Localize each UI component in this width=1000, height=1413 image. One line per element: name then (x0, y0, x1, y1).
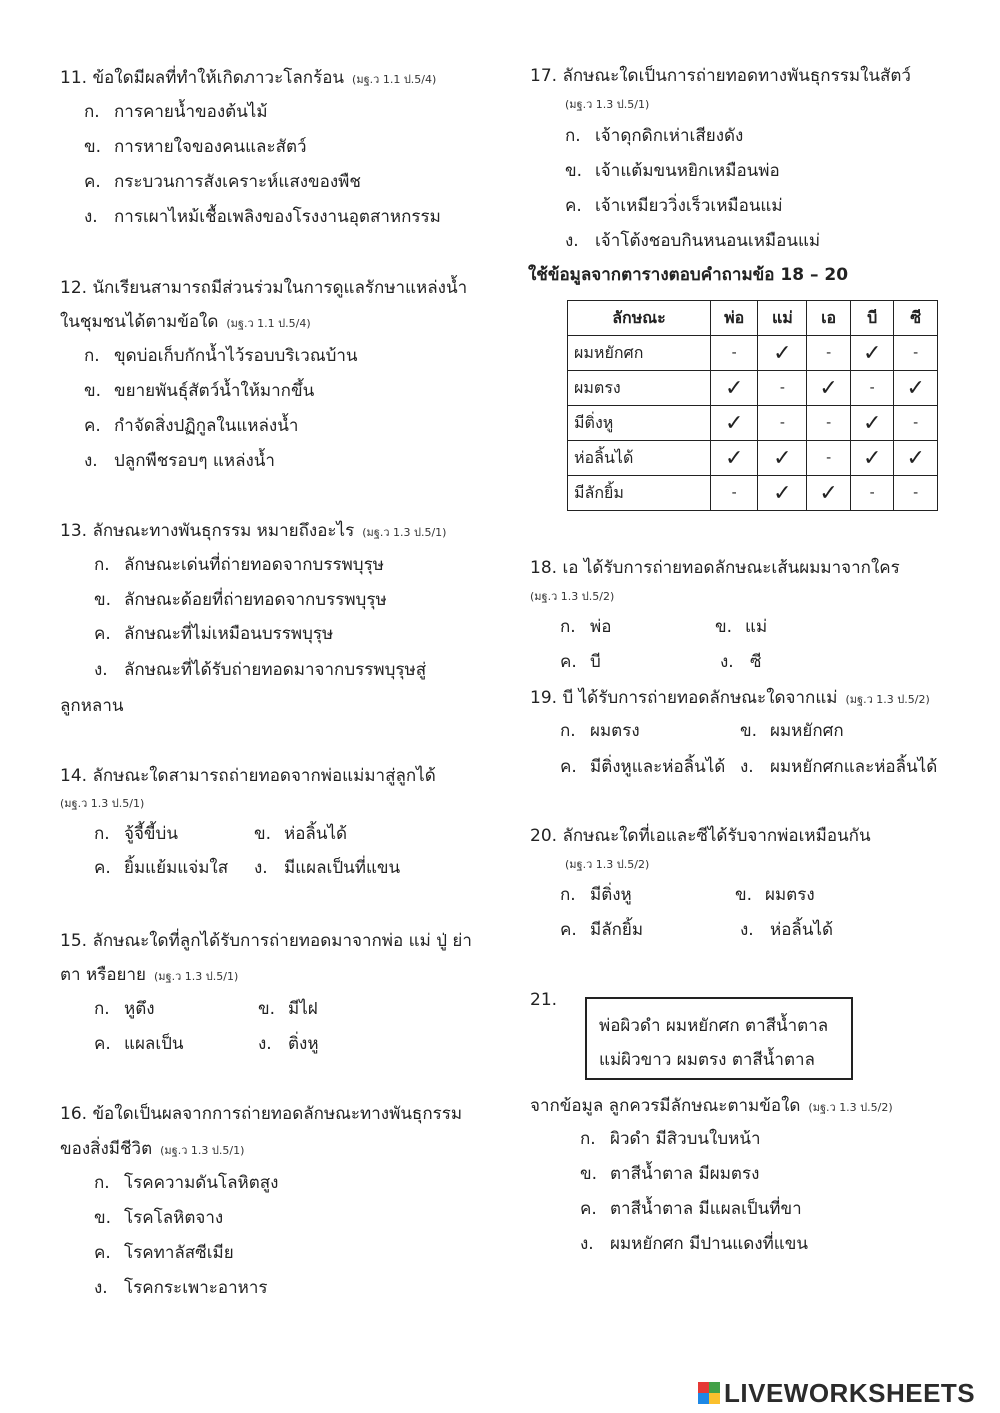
question-11 (60, 66, 436, 92)
question-text: 12. นักเรียนสามารถมีส่วนร่วมในการดูแลรักษาแหล่งน้ำ (60, 278, 468, 298)
option-12-b[interactable]: ข. ขยายพันธุ์สัตว์น้ำให้มากขึ้น (84, 381, 315, 401)
option-18-a[interactable]: ก. พ่อ (560, 617, 612, 637)
table-cell: - (807, 441, 851, 476)
question-12-line2: ในชุมชนได้ตามข้อใด (มฐ.ว 1.1 ป.5/4) (60, 312, 311, 332)
brand-name: LIVEWORKSHEETS (724, 1377, 976, 1408)
option-16-c[interactable]: ค. โรคทาลัสซีเมีย (94, 1243, 234, 1263)
father-traits: พ่อผิวดำ ผมหยักศก ตาสีน้ำตาล (599, 1016, 829, 1036)
option-11-b[interactable]: ข. การหายใจของคนและสัตว์ (84, 137, 307, 157)
table-cell: ✓ (711, 371, 758, 406)
question-20 (530, 824, 871, 848)
table-row (568, 371, 938, 406)
question-13 (60, 519, 446, 545)
option-11-c[interactable]: ค. กระบวนการสังเคราะห์แสงของพืช (84, 172, 361, 192)
standard-code: (มฐ.ว 1.1 ป.5/4) (352, 73, 437, 86)
liveworksheets-logo-icon (698, 1382, 720, 1404)
option-18-b[interactable]: ข. แม่ (715, 617, 768, 637)
question-text: 20. ลักษณะใดที่เอและซีได้รับจากพ่อเหมือนกัน (530, 826, 871, 846)
question-text: 16. ข้อใดเป็นผลจากการถ่ายทอดลักษณะทางพันธุกรรม (60, 1104, 463, 1124)
logo-square (698, 1393, 709, 1404)
option-11-a[interactable]: ก. การคายน้ำของต้นไม้ (84, 102, 268, 122)
header-father: พ่อ (711, 301, 758, 336)
option-17-b[interactable]: ข. เจ้าแต้มขนหยิกเหมือนพ่อ (565, 161, 780, 181)
header-mother: แม่ (758, 301, 807, 336)
question-14 (60, 764, 436, 788)
parent-traits-box (585, 997, 853, 1080)
standard-code: (มฐ.ว 1.3 ป.5/2) (530, 590, 615, 603)
trait-name: ผมหยักศก (568, 336, 711, 371)
option-17-d[interactable]: ง. เจ้าโต้งชอบกินหนอนเหมือนแม่ (565, 231, 821, 251)
header-c: ซี (894, 301, 938, 336)
logo-square (698, 1382, 709, 1393)
header-trait: ลักษณะ (568, 301, 711, 336)
logo-square (709, 1393, 720, 1404)
table-cell: - (758, 406, 807, 441)
question-16-line2: ของสิ่งมีชีวิต (มฐ.ว 1.3 ป.5/1) (60, 1139, 245, 1159)
mother-traits: แม่ผิวขาว ผมตรง ตาสีน้ำตาล (599, 1050, 815, 1070)
option-19-a[interactable]: ก. ผมตรง (560, 721, 640, 741)
option-15-b[interactable]: ข. มีไฝ (258, 999, 318, 1019)
option-19-b[interactable]: ข. ผมหยักศก (740, 721, 844, 741)
option-17-a[interactable]: ก. เจ้าดุกดิกเห่าเสียงดัง (565, 126, 744, 146)
option-13-d-continued: ลูกหลาน (60, 696, 124, 716)
option-14-c[interactable]: ค. ยิ้มแย้มแจ่มใส (94, 858, 229, 878)
table-cell: - (807, 406, 851, 441)
table-row (568, 441, 938, 476)
trait-table (567, 300, 938, 511)
option-14-b[interactable]: ข. ห่อลิ้นได้ (254, 824, 348, 844)
option-13-a[interactable]: ก. ลักษณะเด่นที่ถ่ายทอดจากบรรพบุรุษ (94, 555, 384, 575)
trait-name: มีลักยิ้ม (568, 476, 711, 511)
standard-code: (มฐ.ว 1.3 ป.5/2) (808, 1101, 893, 1114)
logo-square (709, 1382, 720, 1393)
option-12-a[interactable]: ก. ขุดบ่อเก็บกักน้ำไว้รอบบริเวณบ้าน (84, 346, 358, 366)
option-21-b[interactable]: ข. ตาสีน้ำตาล มีผมตรง (580, 1164, 760, 1184)
option-13-b[interactable]: ข. ลักษณะด้อยที่ถ่ายทอดจากบรรพบุรุษ (94, 590, 387, 610)
option-19-d[interactable]: ง. ผมหยักศกและห่อลิ้นได้ (740, 757, 938, 777)
standard-code: (มฐ.ว 1.1 ป.5/4) (226, 317, 311, 330)
table-cell: ✓ (807, 371, 851, 406)
table-cell: - (711, 476, 758, 511)
question-text: 15. ลักษณะใดที่ลูกได้รับการถ่ายทอดมาจากพ่อ แม่ ปู่ ย่า (60, 931, 472, 951)
question-21 (530, 1094, 893, 1120)
table-instruction: ใช้ข้อมูลจากตารางตอบคำถามข้อ 18 – 20 (528, 265, 849, 285)
table-header-row (568, 301, 938, 336)
option-12-d[interactable]: ง. ปลูกพืชรอบๆ แหล่งน้ำ (84, 451, 275, 471)
liveworksheets-logo[interactable] (698, 1378, 975, 1408)
question-text: 19. บี ได้รับการถ่ายทอดลักษณะใดจากแม่ (530, 688, 838, 708)
question-12 (60, 276, 467, 300)
question-text: 13. ลักษณะทางพันธุกรรม หมายถึงอะไร (60, 521, 355, 541)
option-20-b[interactable]: ข. ผมตรง (735, 885, 815, 905)
table-cell: - (894, 336, 938, 371)
table-cell: ✓ (850, 336, 894, 371)
table-cell: ✓ (894, 441, 938, 476)
option-16-d[interactable]: ง. โรคกระเพาะอาหาร (94, 1278, 268, 1298)
option-18-c[interactable]: ค. บี (560, 652, 601, 672)
standard-code: (มฐ.ว 1.3 ป.5/2) (565, 858, 650, 871)
table-cell: ✓ (758, 476, 807, 511)
table-row (568, 336, 938, 371)
option-15-c[interactable]: ค. แผลเป็น (94, 1034, 184, 1054)
question-text: จากข้อมูล ลูกควรมีลักษณะตามข้อใด (530, 1096, 801, 1116)
standard-code: (มฐ.ว 1.3 ป.5/2) (845, 693, 930, 706)
table-cell: ✓ (850, 441, 894, 476)
option-14-d[interactable]: ง. มีแผลเป็นที่แขน (254, 858, 401, 878)
header-b: บี (850, 301, 894, 336)
option-20-c[interactable]: ค. มีลักยิ้ม (560, 920, 644, 940)
table-cell: ✓ (850, 406, 894, 441)
option-17-c[interactable]: ค. เจ้าเหมียววิ่งเร็วเหมือนแม่ (565, 196, 783, 216)
question-text: 11. ข้อใดมีผลที่ทำให้เกิดภาวะโลกร้อน (60, 68, 345, 88)
standard-code: (มฐ.ว 1.3 ป.5/1) (60, 797, 145, 810)
option-21-d[interactable]: ง. ผมหยักศก มีปานแดงที่แขน (580, 1234, 808, 1254)
table-cell: ✓ (894, 371, 938, 406)
table-cell: - (850, 476, 894, 511)
table-cell: - (758, 371, 807, 406)
table-cell: - (711, 336, 758, 371)
table-cell: - (894, 406, 938, 441)
table-cell: ✓ (711, 406, 758, 441)
header-a: เอ (807, 301, 851, 336)
table-cell: ✓ (758, 441, 807, 476)
question-21-number: 21. (530, 990, 558, 1010)
option-15-a[interactable]: ก. หูตึง (94, 999, 155, 1019)
question-19 (530, 686, 930, 712)
question-15-line2: ตา หรือยาย (มฐ.ว 1.3 ป.5/1) (60, 965, 239, 985)
trait-name: ผมตรง (568, 371, 711, 406)
table-cell: - (850, 371, 894, 406)
option-11-d[interactable]: ง. การเผาไหม้เชื้อเพลิงของโรงงานอุตสาหกรรม (84, 207, 441, 227)
question-18 (530, 556, 900, 580)
table-cell: ✓ (758, 336, 807, 371)
standard-code: (มฐ.ว 1.3 ป.5/1) (362, 526, 447, 539)
question-15 (60, 929, 472, 953)
table-cell: ✓ (807, 476, 851, 511)
option-16-a[interactable]: ก. โรคความดันโลหิตสูง (94, 1173, 279, 1193)
standard-code: (มฐ.ว 1.3 ป.5/1) (160, 1144, 245, 1157)
option-12-c[interactable]: ค. กำจัดสิ่งปฏิกูลในแหล่งน้ำ (84, 416, 299, 436)
trait-name: ห่อลิ้นได้ (568, 441, 711, 476)
option-20-a[interactable]: ก. มีติ่งหู (560, 885, 632, 905)
question-16 (60, 1102, 462, 1126)
question-text: 14. ลักษณะใดสามารถถ่ายทอดจากพ่อแม่มาสู่ลูกได้ (60, 766, 436, 786)
standard-code: (มฐ.ว 1.3 ป.5/1) (154, 970, 239, 983)
table-cell: - (894, 476, 938, 511)
trait-name: มีติ่งหู (568, 406, 711, 441)
option-21-c[interactable]: ค. ตาสีน้ำตาล มีแผลเป็นที่ขา (580, 1199, 802, 1219)
option-13-d[interactable]: ง. ลักษณะที่ได้รับถ่ายทอดมาจากบรรพบุรุษสู่ (94, 660, 427, 680)
table-row (568, 406, 938, 441)
option-21-a[interactable]: ก. ผิวดำ มีสิวบนใบหน้า (580, 1129, 761, 1149)
option-14-a[interactable]: ก. จู้จี้ขี้บ่น (94, 824, 178, 844)
option-13-c[interactable]: ค. ลักษณะที่ไม่เหมือนบรรพบุรุษ (94, 624, 334, 644)
option-19-c[interactable]: ค. มีติ่งหูและห่อลิ้นได้ (560, 757, 726, 777)
standard-code: (มฐ.ว 1.3 ป.5/1) (565, 98, 650, 111)
option-15-d[interactable]: ง. ติ่งหู (258, 1034, 319, 1054)
table-cell: - (807, 336, 851, 371)
question-17 (530, 64, 911, 88)
question-text: 17. ลักษณะใดเป็นการถ่ายทอดทางพันธุกรรมในสัตว์ (530, 66, 911, 86)
table-cell: ✓ (711, 441, 758, 476)
option-18-d[interactable]: ง. ซี (720, 652, 762, 672)
question-text: 18. เอ ได้รับการถ่ายทอดลักษณะเส้นผมมาจากใคร (530, 558, 900, 578)
option-20-d[interactable]: ง. ห่อลิ้นได้ (740, 920, 834, 940)
option-16-b[interactable]: ข. โรคโลหิตจาง (94, 1208, 224, 1228)
table-row (568, 476, 938, 511)
